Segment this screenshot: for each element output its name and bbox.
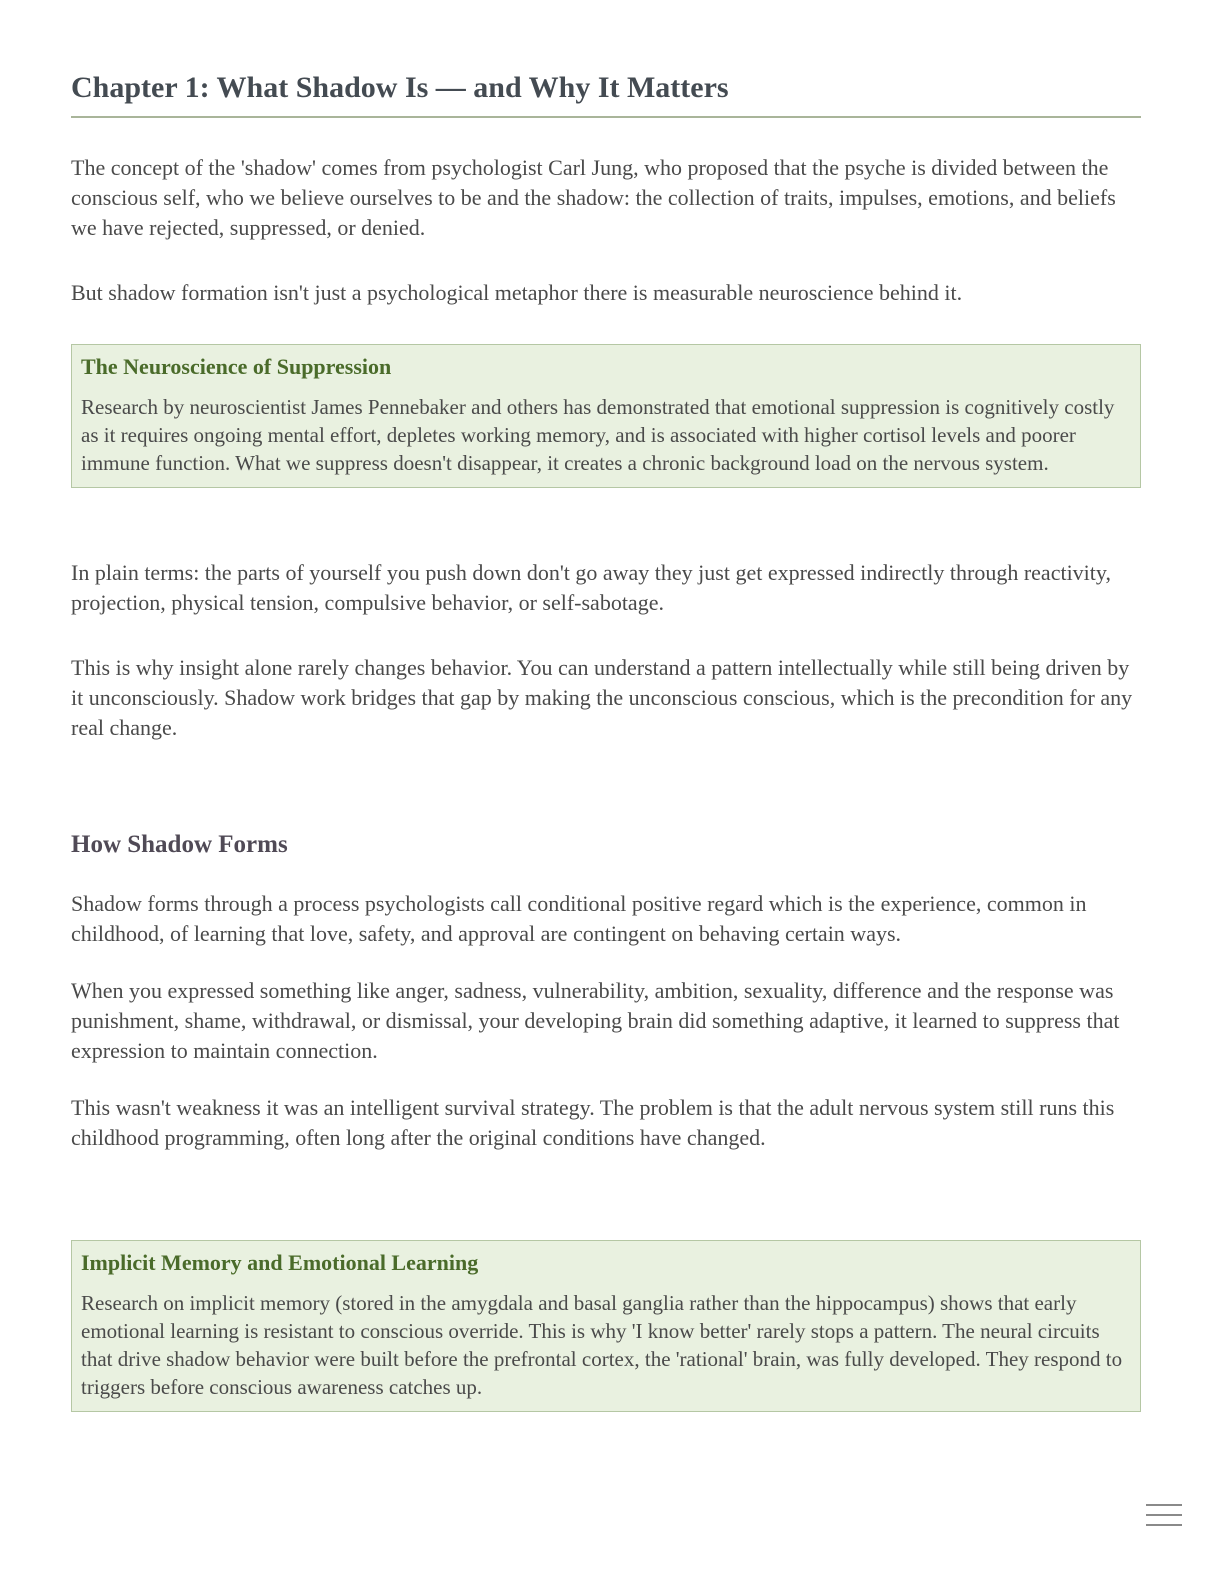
section-paragraph-2: When you expressed something like anger, sadness, vulnerability, ambition, sexuality, difference and the response was punishment, shame, withdrawal, or dismissal, your developing brain did something adaptive, it learned to suppress that expression to maintain connection. [71,978,1120,1063]
chapter-title: Chapter 1: What Shadow Is — and Why It Matters [71,68,1141,118]
section-paragraph-1: Shadow forms through a process psychologists call conditional positive regard which is the experience, common in childhood, of learning that love, safety, and approval are contingent on behaving certain ways. [71,891,1087,946]
callout-title: Implicit Memory and Emotional Learning [81,1250,479,1275]
middle-paragraph-2: This is why insight alone rarely changes behavior. You can understand a pattern intellectually while still being driven by it unconsciously. Shadow work bridges that gap by making the unconscious conscious, which is the precondition for any real change. [71,655,1133,740]
callout-body: Research on implicit memory (stored in the amygdala and basal ganglia rather than the hippocampus) shows that early emotional learning is resistant to conscious override. This is why 'I know better' rarely stops a pattern. The neural circuits that drive shadow behavior were built before the prefrontal cortex, the 'rational' brain, was fully developed. They respond to triggers before conscious awareness catches up. [81,1291,1123,1399]
callout-implicit-memory [71,1240,1141,1412]
section-heading: How Shadow Forms [71,831,288,858]
middle-paragraph-1: In plain terms: the parts of yourself you push down don't go away they just get expressed indirectly through reactivity, projection, physical tension, compulsive behavior, or self-sabotage. [71,560,1111,615]
intro-paragraph-2: But shadow formation isn't just a psychological metaphor there is measurable neuroscience behind it. [71,280,963,305]
callout-title: The Neuroscience of Suppression [81,354,392,379]
section-paragraph-3: This wasn't weakness it was an intelligent survival strategy. The problem is that the adult nervous system still runs this childhood programming, often long after the original conditions have changed. [71,1095,1115,1150]
callout-body: Research by neuroscientist James Pennebaker and others has demonstrated that emotional suppression is cognitively costly as it requires ongoing mental effort, depletes working memory, and is associated with higher cortisol levels and poorer immune function. What we suppress doesn't disappear, it creates a chronic background load on the nervous system. [81,395,1115,475]
hamburger-menu-icon[interactable] [1146,1503,1182,1527]
callout-neuroscience-suppression [71,344,1141,488]
intro-paragraph-1: The concept of the 'shadow' comes from psychologist Carl Jung, who proposed that the psyche is divided between the conscious self, who we believe ourselves to be and the shadow: the collection of traits, impulses, emotions, and beliefs we have rejected, suppressed, or denied. [71,155,1116,240]
